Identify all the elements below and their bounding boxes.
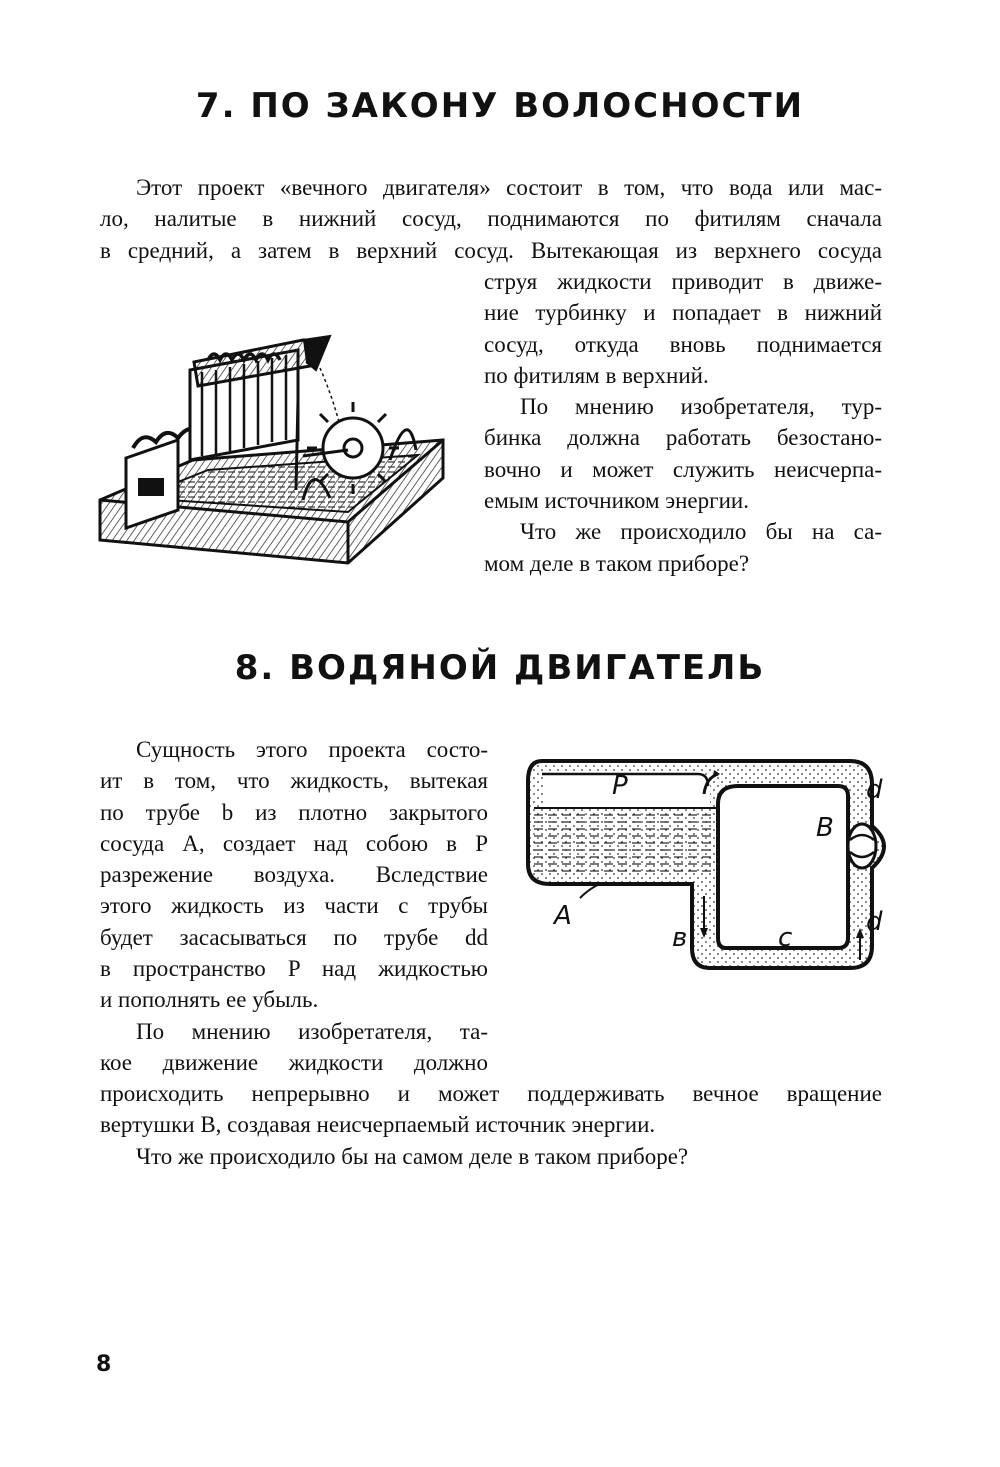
text-line: сосуд, откуда вновь поднимается: [484, 331, 882, 357]
text-line: будет засасываться по трубе dd: [100, 924, 488, 950]
section-8-title: 8. ВОДЯНОЙ ДВИГАТЕЛЬ: [234, 648, 766, 688]
text-line: по трубе b из плотно закрытого: [100, 799, 488, 825]
text-line: емым источником энергии.: [484, 488, 749, 514]
section-8-full-text: [100, 1078, 882, 1172]
section-8-side-text: [100, 734, 488, 1078]
label-b-small: в: [672, 923, 688, 953]
section-7-intro: [100, 172, 882, 266]
label-b: B: [816, 813, 834, 843]
capillary-engine-illustration: [98, 330, 446, 575]
intro-line: в средний, а затем в верхний сосуд. Вытекающая из верхнего сосуда: [100, 237, 882, 263]
text-line: Что же происходило бы на самом деле в таком приборе?: [136, 1143, 689, 1169]
text-line: сосуда A, создает над собою в P: [100, 830, 488, 856]
intro-line: Этот проект «вечного двигателя» состоит в том, что вода или мас-: [136, 175, 882, 200]
intro-line: ло, налитые в нижний сосуд, поднимаются по фитилям сначала: [100, 206, 882, 232]
text-line: Сущность этого проекта состо-: [136, 737, 488, 762]
text-line: вочно и может служить неисчерпа-: [484, 456, 882, 482]
text-line: бинка должна работать безостано-: [484, 425, 882, 451]
section-7-title: 7. ПО ЗАКОНУ ВОЛОСНОСТИ: [195, 86, 805, 126]
label-a: A: [554, 901, 572, 931]
text-line: Что же происходило бы на са-: [520, 519, 882, 545]
text-line: ние турбинку и попадает в нижний: [484, 300, 882, 326]
text-line: По мнению изобретателя, тур-: [520, 394, 882, 420]
label-c: c: [778, 923, 793, 953]
label-d-bottom: d: [866, 907, 883, 937]
label-d-top: d: [866, 775, 883, 805]
text-line: разрежение воздуха. Вследствие: [100, 862, 488, 888]
water-engine-diagram: [520, 756, 900, 981]
page-number: 8: [96, 1352, 112, 1377]
text-line: по фитилям в верхний.: [484, 362, 709, 388]
text-line: струя жидкости приводит в движе-: [484, 269, 882, 294]
text-line: этого жидкость из части c трубы: [100, 893, 488, 919]
text-line: в пространство P над жидкостью: [100, 956, 488, 982]
text-line: вертушки B, создавая неисчерпаемый источник энергии.: [100, 1112, 656, 1138]
section-7-side-text: [484, 266, 882, 579]
text-line: ит в том, что жидкость, вытекая: [100, 768, 488, 794]
text-line: и пополнять ее убыль.: [100, 987, 319, 1013]
text-line: мом деле в таком приборе?: [484, 550, 750, 576]
text-line: По мнению изобретателя, та-: [136, 1018, 488, 1044]
text-line: происходить непрерывно и может поддерживать вечное вращение: [100, 1081, 882, 1106]
text-line: кое движение жидкости должно: [100, 1049, 488, 1075]
label-p: P: [612, 771, 628, 801]
